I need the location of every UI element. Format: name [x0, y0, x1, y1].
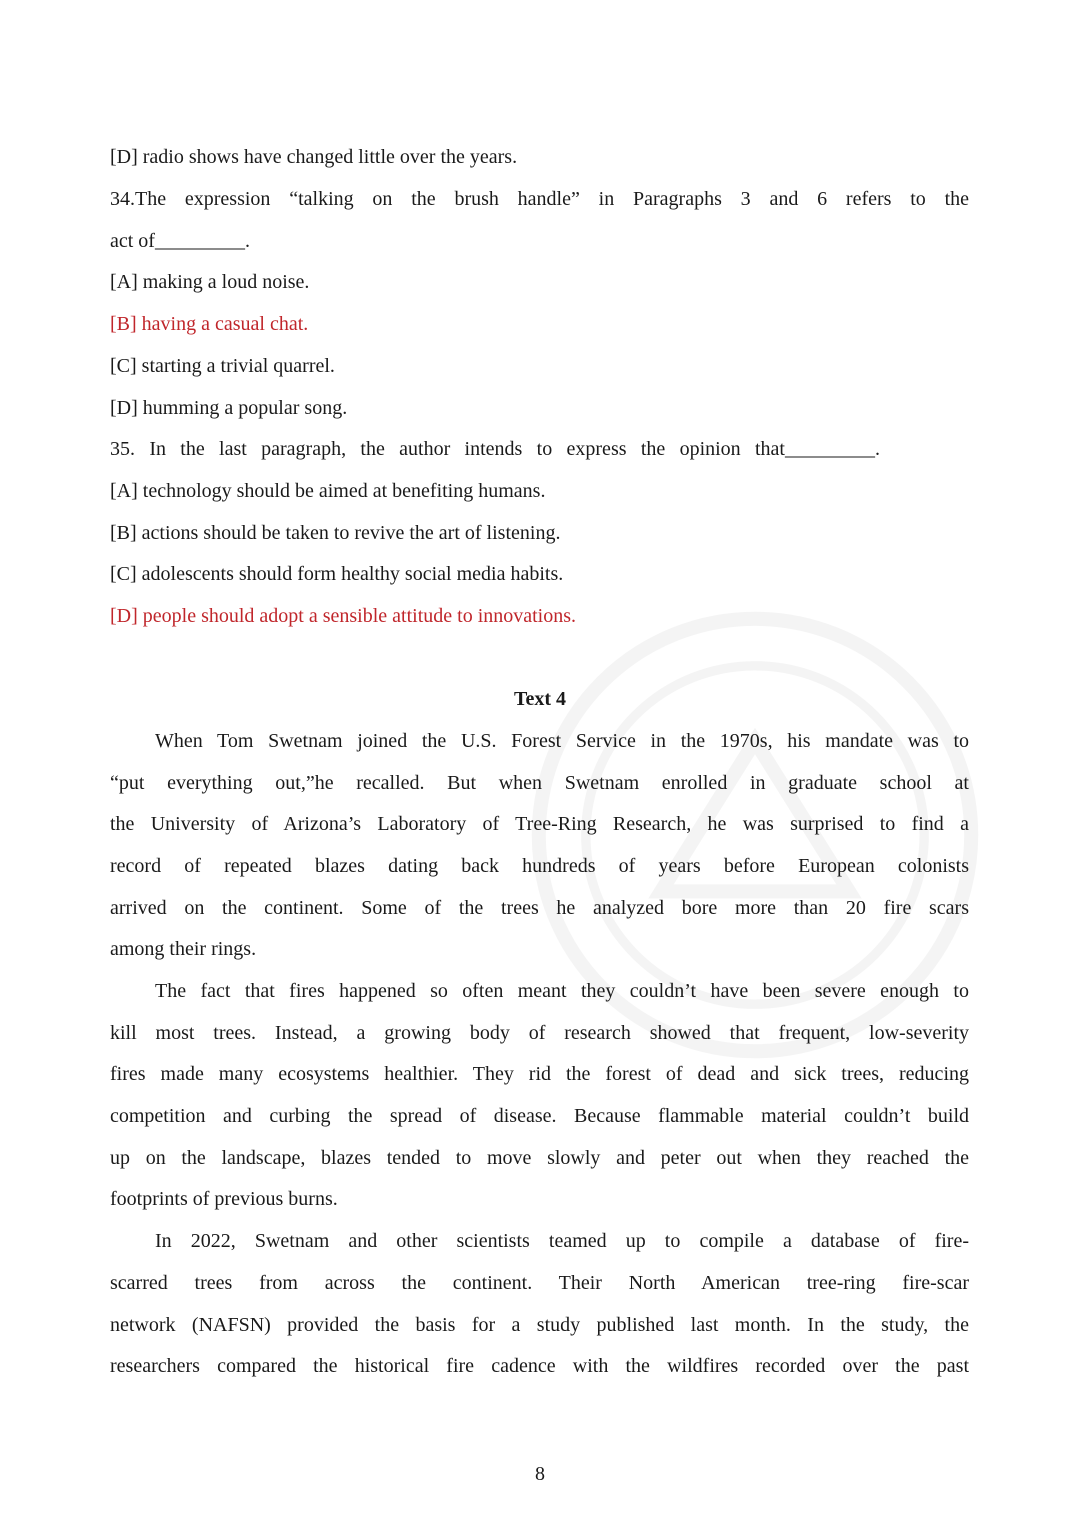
p2-line: up on the landscape, blazes tended to move slowly and peter out when they reached the — [110, 1147, 969, 1169]
p1-line: record of repeated blazes dating back hundreds of years before European colonists — [110, 855, 969, 877]
q35-option-a: [A] technology should be aimed at benefiting humans. — [110, 480, 546, 502]
q33-option-d: [D] radio shows have changed little over the years. — [110, 146, 518, 168]
p1-line: the University of Arizona’s Laboratory of Tree-Ring Research, he was surprised to find a — [110, 813, 969, 835]
p2-line: The fact that fires happened so often meant they couldn’t have been severe enough to — [155, 980, 969, 1002]
q35-option-b: [B] actions should be taken to revive the art of listening. — [110, 522, 561, 544]
p1-line: arrived on the continent. Some of the trees he analyzed bore more than 20 fire scars — [110, 897, 969, 919]
p3-line: In 2022, Swetnam and other scientists teamed up to compile a database of fire- — [155, 1230, 969, 1252]
p3-line: scarred trees from across the continent. Their North American tree-ring fire-scar — [110, 1272, 969, 1294]
q34-option-d: [D] humming a popular song. — [110, 397, 348, 419]
q34-option-b-answer: [B] having a casual chat. — [110, 313, 309, 335]
p2-line: competition and curbing the spread of disease. Because flammable material couldn’t build — [110, 1105, 969, 1127]
p3-line: researchers compared the historical fire cadence with the wildfires recorded over the past — [110, 1355, 969, 1377]
p2-line: fires made many ecosystems healthier. They rid the forest of dead and sick trees, reducing — [110, 1063, 969, 1085]
q35-stem: 35. In the last paragraph, the author intends to express the opinion that_________. — [110, 438, 880, 460]
q34-stem-line-2: act of_________. — [110, 230, 250, 252]
p2-line: kill most trees. Instead, a growing body of research showed that frequent, low-severity — [110, 1022, 969, 1044]
page-number: 8 — [535, 1463, 545, 1485]
p1-line: among their rings. — [110, 938, 257, 960]
q34-option-c: [C] starting a trivial quarrel. — [110, 355, 335, 377]
p3-line: network (NAFSN) provided the basis for a study published last month. In the study, the — [110, 1314, 969, 1336]
p2-line: footprints of previous burns. — [110, 1188, 338, 1210]
p1-line: “put everything out,”he recalled. But when Swetnam enrolled in graduate school at — [110, 772, 969, 794]
q34-option-a: [A] making a loud noise. — [110, 271, 310, 293]
q35-option-c: [C] adolescents should form healthy social media habits. — [110, 563, 564, 585]
p1-line: When Tom Swetnam joined the U.S. Forest Service in the 1970s, his mandate was to — [155, 730, 969, 752]
q35-option-d-answer: [D] people should adopt a sensible attitude to innovations. — [110, 605, 577, 627]
q34-stem-line-1: 34.The expression “talking on the brush handle” in Paragraphs 3 and 6 refers to the — [110, 188, 969, 210]
section-title: Text 4 — [513, 688, 567, 710]
